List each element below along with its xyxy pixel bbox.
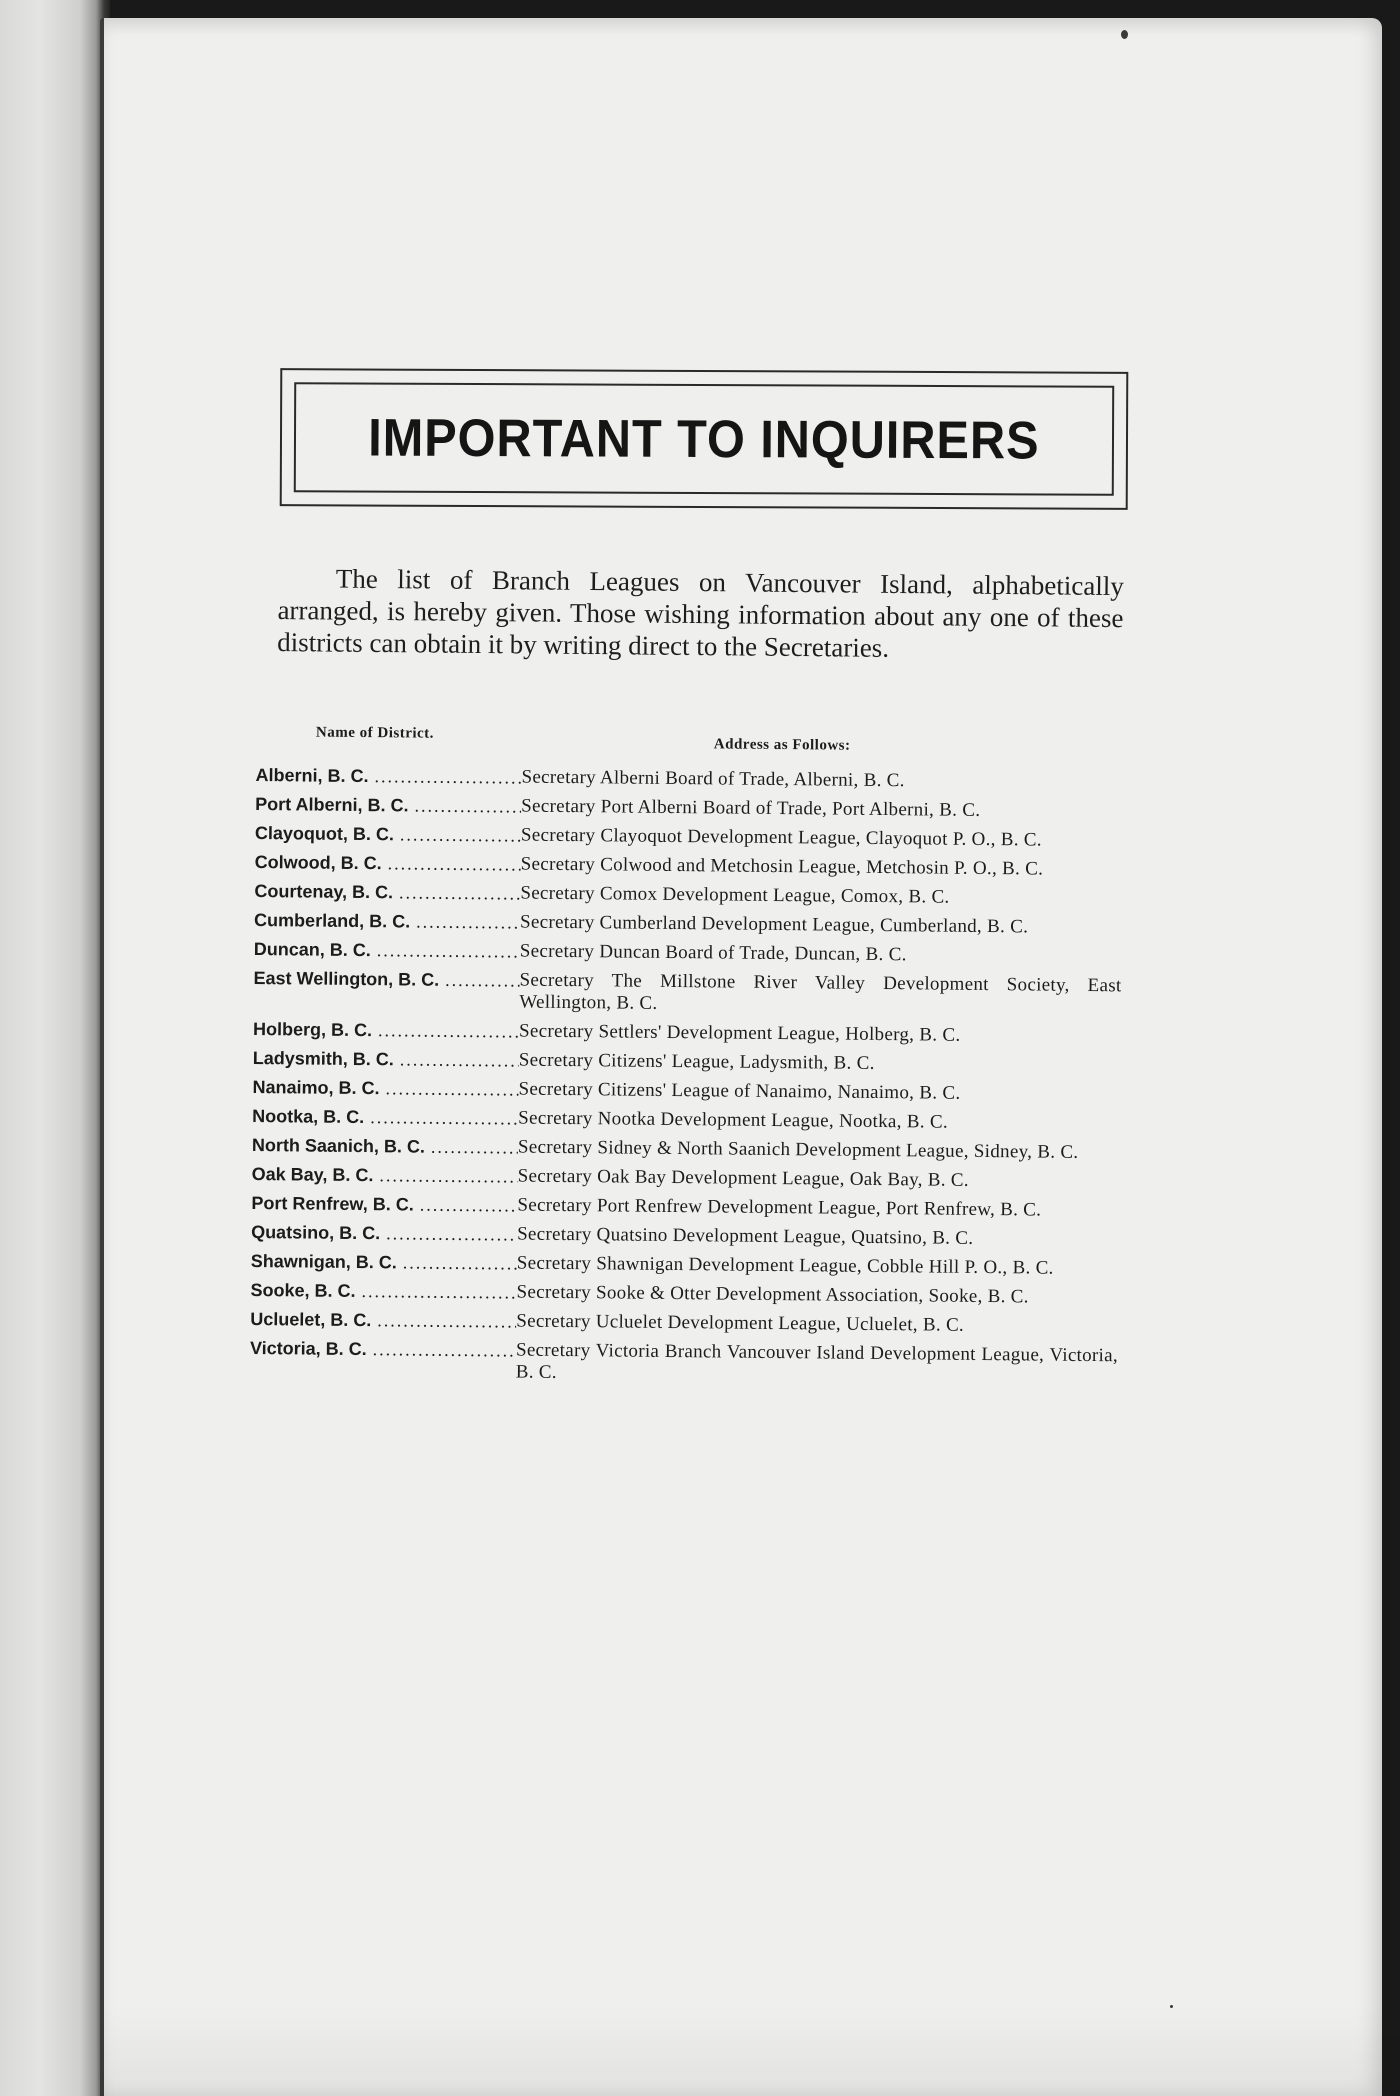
district-cell xyxy=(252,1105,518,1130)
district-cell xyxy=(250,1308,516,1333)
district-name: North Saanich, B. C. xyxy=(251,1134,426,1157)
secretary-address: Secretary Ucluelet Development League, Ucluelet, B. C. xyxy=(516,1310,965,1336)
directory-entry xyxy=(250,1279,1118,1309)
secretary-address: Secretary Alberni Board of Trade, Alberni, B. C. xyxy=(521,766,905,792)
intro-paragraph: The list of Branch Leagues on Vancouver Island, alphabetically arranged, is hereby given. Those wishing information about any one of these districts can obtain it by writing direct to the Secretaries. xyxy=(277,563,1124,663)
directory-entry xyxy=(255,793,1123,823)
leader-dots xyxy=(403,1251,517,1274)
district-cell xyxy=(250,1337,516,1384)
leader-dots xyxy=(377,939,520,962)
leader-dots xyxy=(388,852,521,875)
leader-dots xyxy=(379,1164,517,1187)
book-spine xyxy=(0,0,110,2096)
leader-dots xyxy=(414,795,521,818)
directory-entry xyxy=(255,851,1123,881)
district-cell xyxy=(255,851,521,876)
district-column-header: Name of District. xyxy=(315,724,435,742)
leader-dots xyxy=(399,881,521,904)
league-directory xyxy=(250,724,1124,1396)
leader-dots xyxy=(377,1309,516,1332)
leader-dots xyxy=(386,1222,517,1245)
directory-entry xyxy=(251,1221,1119,1251)
page-title: IMPORTANT TO INQUIRERS xyxy=(368,408,1040,470)
secretary-address: Secretary Colwood and Metchosin League, Metchosin P. O., B. C. xyxy=(520,853,1044,880)
leader-dots xyxy=(400,823,521,846)
leader-dots xyxy=(420,1194,518,1217)
district-name: Courtenay, B. C. xyxy=(254,880,394,903)
directory-entry xyxy=(250,1337,1118,1389)
district-name: Oak Bay, B. C. xyxy=(251,1163,374,1186)
district-cell xyxy=(253,1018,519,1043)
district-cell xyxy=(250,1279,516,1304)
leader-dots xyxy=(431,1136,518,1159)
district-name: Shawnigan, B. C. xyxy=(250,1250,397,1273)
secretary-address: Secretary The Millstone River Valley Development Society, East Wellington, B. C. xyxy=(519,969,1122,1014)
directory-entry xyxy=(252,1105,1120,1135)
secretary-address: Secretary Duncan Board of Trade, Duncan, B. C. xyxy=(519,940,907,966)
district-cell xyxy=(251,1192,517,1217)
district-cell xyxy=(254,938,520,963)
dust-speck xyxy=(1121,30,1128,39)
leader-dots xyxy=(370,1106,518,1129)
secretary-address: Secretary Settlers' Development League, Holberg, B. C. xyxy=(518,1020,961,1046)
district-cell xyxy=(253,967,519,1014)
district-name: Clayoquot, B. C. xyxy=(254,822,395,845)
district-cell xyxy=(255,793,521,818)
district-name: Ucluelet, B. C. xyxy=(250,1308,372,1331)
district-name: Ladysmith, B. C. xyxy=(252,1047,394,1070)
district-name: Alberni, B. C. xyxy=(255,764,369,787)
directory-entry xyxy=(254,880,1122,910)
district-cell xyxy=(252,1076,518,1101)
dust-speck xyxy=(1170,2005,1173,2008)
directory-entry xyxy=(255,822,1123,852)
secretary-address: Secretary Citizens' League, Ladysmith, B. C. xyxy=(518,1049,875,1074)
secretary-address: Secretary Citizens' League of Nanaimo, Nanaimo, B. C. xyxy=(518,1078,961,1104)
secretary-address: Secretary Sidney & North Saanich Development League, Sidney, B. C. xyxy=(517,1136,1079,1163)
leader-dots xyxy=(400,1048,519,1071)
district-name: Cumberland, B. C. xyxy=(254,909,411,932)
directory-entry xyxy=(253,1047,1121,1077)
district-name: Holberg, B. C. xyxy=(252,1018,373,1041)
district-name: Duncan, B. C. xyxy=(253,938,371,961)
secretary-address: Secretary Shawnigan Development League, Cobble Hill P. O., B. C. xyxy=(516,1252,1054,1279)
secretary-address: Secretary Quatsino Development League, Quatsino, B. C. xyxy=(517,1223,974,1249)
directory-entry xyxy=(254,938,1122,968)
district-cell xyxy=(253,1047,519,1072)
leader-dots xyxy=(374,765,521,788)
directory-entry xyxy=(251,1192,1119,1222)
district-name: Quatsino, B. C. xyxy=(251,1221,381,1244)
leader-dots xyxy=(385,1077,518,1100)
leader-dots xyxy=(361,1280,516,1303)
secretary-address: Secretary Comox Development League, Comox, B. C. xyxy=(520,882,950,908)
secretary-address: Secretary Sooke & Otter Development Association, Sooke, B. C. xyxy=(516,1281,1029,1308)
directory-list xyxy=(250,764,1124,1389)
district-cell xyxy=(255,822,521,847)
directory-entry xyxy=(252,1163,1120,1193)
district-name: Port Renfrew, B. C. xyxy=(251,1192,414,1215)
leader-dots xyxy=(416,911,520,934)
district-cell xyxy=(255,764,521,789)
leader-dots xyxy=(378,1019,519,1042)
district-name: Nootka, B. C. xyxy=(252,1105,365,1128)
title-box xyxy=(280,368,1129,510)
title-box-inner xyxy=(294,382,1114,496)
district-cell xyxy=(251,1250,517,1275)
secretary-address: Secretary Victoria Branch Vancouver Island Development League, Victoria, B. C. xyxy=(515,1339,1119,1383)
directory-headers xyxy=(256,724,1124,772)
district-name: Port Alberni, B. C. xyxy=(255,793,409,816)
district-name: East Wellington, B. C. xyxy=(253,967,440,990)
district-cell xyxy=(251,1221,517,1246)
district-cell xyxy=(252,1163,518,1188)
directory-entry xyxy=(254,909,1122,939)
directory-entry xyxy=(253,1018,1121,1048)
directory-entry xyxy=(252,1134,1120,1164)
district-cell xyxy=(252,1134,518,1159)
secretary-address: Secretary Port Renfrew Development League, Port Renfrew, B. C. xyxy=(517,1194,1042,1221)
secretary-address: Secretary Clayoquot Development League, Clayoquot P. O., B. C. xyxy=(520,824,1042,851)
directory-entry xyxy=(250,1308,1118,1338)
secretary-address: Secretary Cumberland Development League, Cumberland, B. C. xyxy=(520,911,1029,938)
district-name: Victoria, B. C. xyxy=(249,1337,367,1360)
leader-dots xyxy=(373,1338,517,1361)
district-cell xyxy=(254,909,520,934)
directory-entry xyxy=(251,1250,1119,1280)
address-column-header: Address as Follows: xyxy=(713,736,851,754)
district-name: Colwood, B. C. xyxy=(254,851,382,874)
secretary-address: Secretary Oak Bay Development League, Oak Bay, B. C. xyxy=(517,1165,969,1191)
directory-entry xyxy=(252,1076,1120,1106)
secretary-address: Secretary Nootka Development League, Nootka, B. C. xyxy=(518,1107,949,1133)
leader-dots xyxy=(445,969,520,992)
district-name: Sooke, B. C. xyxy=(250,1279,356,1301)
district-cell xyxy=(254,880,520,905)
directory-entry xyxy=(253,967,1121,1019)
district-name: Nanaimo, B. C. xyxy=(252,1076,380,1099)
secretary-address: Secretary Port Alberni Board of Trade, Port Alberni, B. C. xyxy=(521,795,981,821)
